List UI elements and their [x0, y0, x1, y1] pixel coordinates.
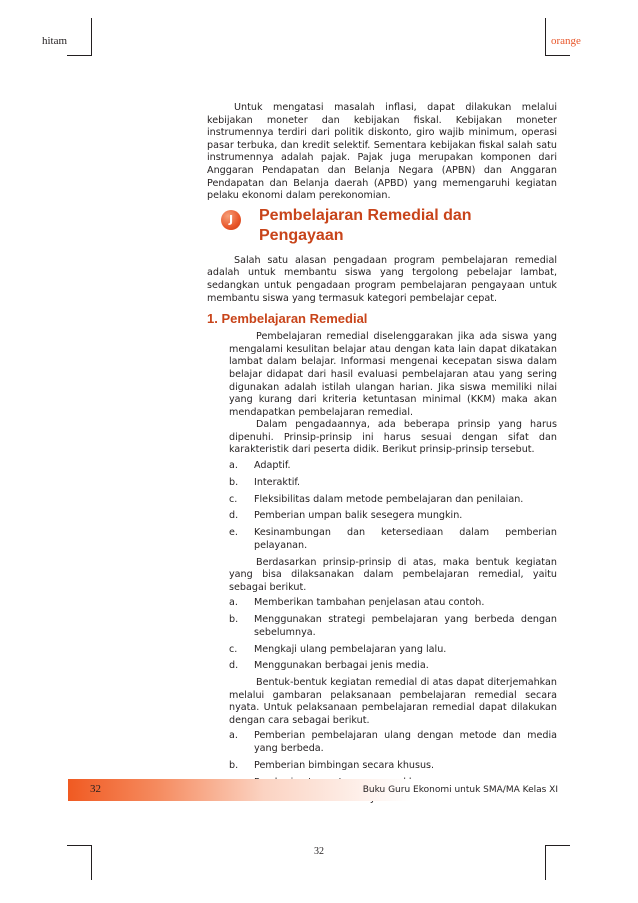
list-item	[229, 527, 557, 552]
section-1-title: 1. Pembelajaran Remedial	[207, 311, 368, 327]
list-marker: d.	[229, 660, 239, 672]
list-marker: a.	[229, 597, 238, 609]
activities-list	[229, 597, 557, 673]
list-text: Adaptif.	[254, 460, 291, 472]
list-text: Pemberian bimbingan secara khusus.	[254, 759, 435, 771]
list-marker: b.	[229, 759, 239, 771]
badge-glyph: J	[228, 212, 234, 226]
section-heading	[207, 207, 557, 251]
list-item	[229, 644, 557, 657]
list-text: Pemberian umpan balik sesegera mungkin.	[254, 510, 463, 522]
list-text: Kesinambungan dan ketersediaan dalam pemberian pelayanan.	[254, 527, 557, 551]
list-text: Menggunakan strategi pembelajaran yang berbeda dengan sebelumnya.	[254, 614, 557, 638]
page-number: 32	[90, 783, 101, 795]
bottom-page-number: 32	[314, 846, 324, 857]
crop-mark	[545, 55, 570, 56]
paragraph: Berdasarkan prinsip-prinsip di atas, maka bentuk kegiatan yang bisa dilaksanakan dalam pembelajaran remedial, yaitu sebagai berikut.	[229, 556, 557, 593]
list-marker: c.	[229, 493, 238, 505]
list-text: Memberikan tambahan penjelasan atau contoh.	[254, 597, 485, 609]
principles-list	[229, 460, 557, 552]
list-item	[229, 477, 557, 490]
list-marker: b.	[229, 614, 239, 626]
list-text: Menggunakan berbagai jenis media.	[254, 660, 429, 672]
list-text: Mengkaji ulang pembelajaran yang lalu.	[254, 643, 447, 655]
list-text: Fleksibilitas dalam metode pembelajaran dan penilaian.	[254, 493, 524, 505]
list-item	[229, 460, 557, 473]
list-marker: c.	[229, 643, 238, 655]
page-content	[207, 102, 557, 810]
list-text: Pemberian pembelajaran ulang dengan metode dan media yang berbeda.	[254, 730, 557, 755]
section-1-body	[207, 331, 557, 806]
list-item	[229, 494, 557, 507]
list-marker: e.	[229, 527, 238, 539]
list-marker: a.	[229, 460, 238, 472]
paragraph: Pembelajaran remedial diselenggarakan jika ada siswa yang mengalami kesulitan belajar atau dengan kata lain dapat dikatakan lambat dalam belajar. Informasi mengenai kecepatan siswa dalam belajar didapat dari hasil evaluasi pembelajaran atau yang sering digunakan adalah istilah ulangan harian. Jika siswa memiliki nilai yang kurang dari kriteria ketuntasan minimal (KKM) maka akan mendapatkan pembelajaran remedial.	[229, 331, 557, 418]
list-text: Interaktif.	[254, 476, 301, 488]
list-item	[229, 614, 557, 639]
list-marker: d.	[229, 510, 239, 522]
crop-mark	[91, 18, 92, 55]
list-marker: b.	[229, 476, 239, 488]
chapter-badge-icon	[221, 210, 241, 230]
intro-paragraph: Untuk mengatasi masalah inflasi, dapat dilakukan melalui kebijakan moneter dan kebijakan fiskal. Kebijakan moneter instrumennya terdiri dari politik diskonto, giro wajib minimum, operasi pasar terbuka, dan kredit selektif. Sementara kebijakan fiskal salah satu instrumennya adalah pajak. Pajak juga merupakan komponen dari Anggaran Pendapatan dan Belanja Negara (APBN) dan Anggaran Pendapatan dan Belanja daerah (APBD) yang memengaruhi kegiatan pelaku ekonomi dalam perekonomian.	[207, 102, 557, 202]
list-item	[229, 510, 557, 523]
list-marker: a.	[229, 730, 238, 742]
color-mark-left: hitam	[42, 35, 68, 47]
color-mark-right: orange	[551, 35, 581, 47]
heading-paragraph: Salah satu alasan pengadaan program pembelajaran remedial adalah untuk membantu siswa yang tergolong pebelajar lambat, sedangkan untuk pengadaan program pembelajaran pengayaan untuk membantu siswa yang termasuk kategori pembelajar cepat.	[207, 254, 557, 304]
list-item	[229, 760, 557, 773]
list-item	[229, 597, 557, 610]
list-item	[229, 730, 557, 755]
book-title: Buku Guru Ekonomi untuk SMA/MA Kelas XI	[362, 785, 558, 795]
paragraph: Dalam pengadaannya, ada beberapa prinsip yang harus dipenuhi. Prinsip-prinsip ini harus sesuai dengan sifat dan karakteristik dari peserta didik. Berikut prinsip-prinsip tersebut.	[229, 419, 557, 456]
paragraph: Bentuk-bentuk kegiatan remedial di atas dapat diterjemahkan melalui gambaran pelaksanaan pembelajaran remedial secara nyata. Untuk pelaksanaan pembelajaran remedial dapat dilakukan dengan cara sebagai berikut.	[229, 677, 557, 726]
heading-title: Pembelajaran Remedial dan Pengayaan	[259, 206, 472, 244]
list-item	[229, 660, 557, 673]
crop-mark	[67, 55, 92, 56]
crop-mark	[545, 18, 546, 55]
